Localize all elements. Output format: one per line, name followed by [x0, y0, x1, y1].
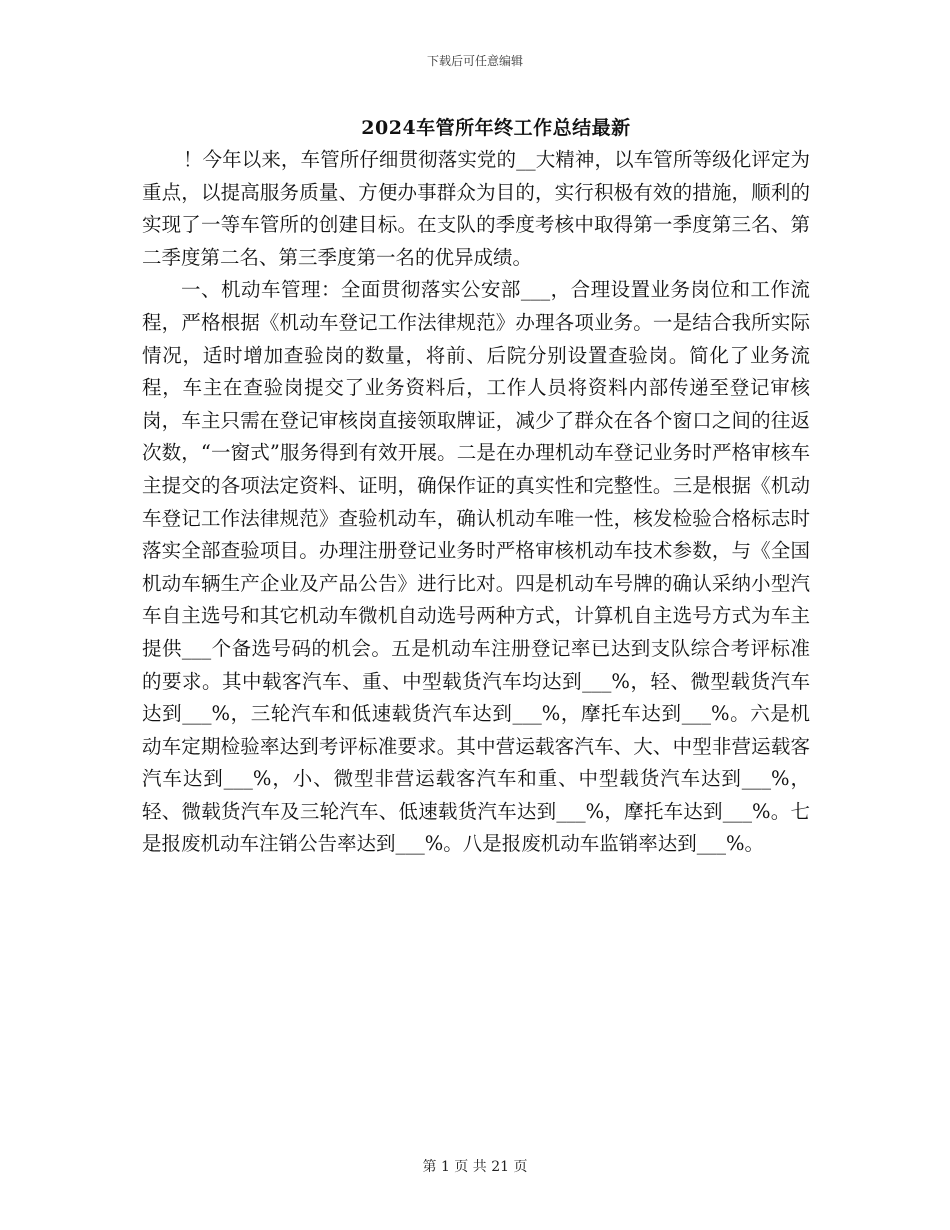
paragraph-vehicle-management: 一、机动车管理：全面贯彻落实公安部___，合理设置业务岗位和工作流程，严格根据《机动车登记工作法律规范》办理各项业务。一是结合我所实际情况，适时增加查验岗的数量，将前、后院分别设置查验岗。简化了业务流程，车主在查验岗提交了业务资料后，工作人员将资料内部传递至登记审核岗，车主只需在登记审核岗直接领取牌证，减少了群众在各个窗口之间的往返次数，“一窗式”服务得到有效开展。二是在办理机动车登记业务时严格审核车主提交的各项法定资料、证明，确保作证的真实性和完整性。三是根据《机动车登记工作法律规范》查验机动车，确认机动车唯一性，核发检验合格标志时落实全部查验项目。办理注册登记业务时严格审核机动车技术参数，与《全国机动车辆生产企业及产品公告》进行比对。四是机动车号牌的确认采纳小型汽车自主选号和其它机动车微机自动选号两种方式，计算机自主选号方式为车主提供___个备选号码的机会。五是机动车注册登记率已达到支队综合考评标准的要求。其中载客汽车、重、中型载货汽车均达到___%，轻、微型载货汽车达到___%，三轮汽车和低速载货汽车达到___%，摩托车达到___%。六是机动车定期检验率达到考评标准要求。其中营运载客汽车、大、中型非营运载客汽车达到___%，小、微型非营运载客汽车和重、中型载货汽车达到___%，轻、微载货汽车及三轮汽车、低速载货汽车达到___%，摩托车达到___%。七是报废机动车注销公告率达到___%。八是报废机动车监销率达到___%。 [142, 278, 810, 856]
document-title: 2024车管所年终工作总结最新 [361, 117, 631, 139]
paragraph-intro: ！今年以来，车管所仔细贯彻落实党的__大精神，以车管所等级化评定为重点，以提高服务质量、方便办事群众为目的，实行积极有效的措施，顺利的实现了一等车管所的创建目标。在支队的季度考核中取得第一季度第三名、第二季度第二名、第三季度第一名的优异成绩。 [142, 148, 810, 269]
page-number: 第 1 页 共 21 页 [422, 1159, 528, 1175]
page-header-note: 下载后可任意编辑 [426, 54, 523, 68]
document-body [142, 144, 810, 861]
